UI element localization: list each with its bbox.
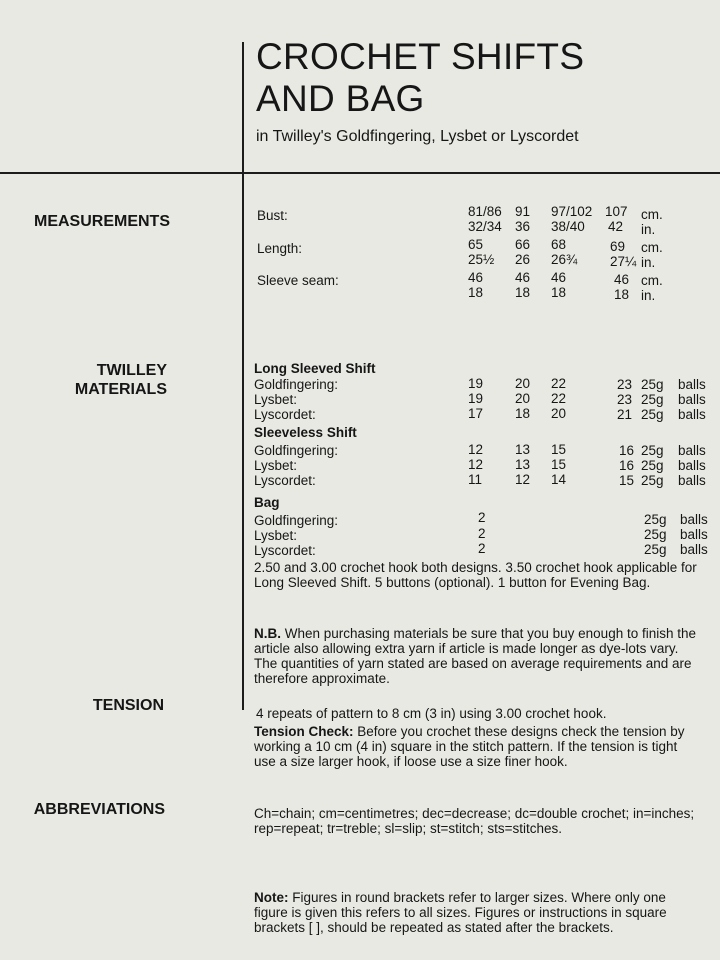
length-cm-1: 65 — [468, 237, 484, 252]
sl-lyscordet-unit: 25g — [641, 473, 664, 488]
sl-lysbet-unit: 25g — [641, 458, 664, 473]
bust-in-2: 36 — [515, 219, 531, 234]
bust-in-1: 32/34 — [468, 219, 502, 234]
length-in-2: 26 — [515, 252, 531, 267]
tension-check-paragraph — [254, 724, 700, 769]
bag-goldfingering-balls: balls — [680, 512, 708, 527]
sl-goldfingering-3: 15 — [551, 442, 567, 457]
sleeve-cm-1: 46 — [468, 270, 484, 285]
sl-lysbet-balls: balls — [678, 458, 706, 473]
ls-lysbet-2: 20 — [515, 391, 531, 406]
length-in-4: 27¼ — [610, 254, 637, 269]
sleeve-in-2: 18 — [515, 285, 531, 300]
section-measurements: MEASUREMENTS — [33, 213, 170, 230]
bag-title: Bag — [254, 495, 280, 510]
ls-goldfingering-balls: balls — [678, 377, 706, 392]
ls-lysbet-4: 23 — [617, 392, 633, 407]
ls-goldfingering-1: 19 — [468, 376, 484, 391]
sl-lysbet-2: 13 — [515, 457, 531, 472]
sleeve-in-4: 18 — [614, 287, 630, 302]
sleeve-in-1: 18 — [468, 285, 484, 300]
note-paragraph — [254, 890, 702, 935]
sleeve-cm-2: 46 — [515, 270, 531, 285]
sl-lysbet-4: 16 — [619, 458, 635, 473]
bag-lysbet-value: 2 — [478, 526, 486, 541]
length-in-1: 25½ — [468, 252, 495, 267]
bag-lyscordet-value: 2 — [478, 541, 486, 556]
length-cm-3: 68 — [551, 237, 567, 252]
bag-lysbet-label: Lysbet: — [254, 528, 298, 543]
ls-lyscordet-3: 20 — [551, 406, 567, 421]
bag-goldfingering-unit: 25g — [644, 512, 667, 527]
length-cm-4: 69 — [610, 239, 626, 254]
note-text: Figures in round brackets refer to larger sizes. Where only one figure is given this refers to all sizes. Figures or instructions in square brackets [ ], should be repeated as stated after the brackets. — [254, 890, 667, 935]
bust-cm-4: 107 — [605, 204, 628, 219]
bag-goldfingering-value: 2 — [478, 510, 486, 525]
ls-lyscordet-1: 17 — [468, 406, 484, 421]
hooks-paragraph: 2.50 and 3.00 crochet hook both designs. 3.50 crochet hook applicable for Long Sleeved Shift. 5 buttons (optional). 1 button for Evening Bag. — [254, 560, 697, 590]
ls-lysbet-3: 22 — [551, 391, 567, 406]
nb-label: N.B. — [254, 626, 281, 641]
nb-text: When purchasing materials be sure that you buy enough to finish the article also allowing extra yarn if article is made longer as dye-lots vary. The quantities of yarn stated are based on average requirements and are therefore approximate. — [254, 626, 696, 686]
ls-lyscordet-balls: balls — [678, 407, 706, 422]
note-label: Note: — [254, 890, 289, 905]
subtitle: in Twilley's Goldfingering, Lysbet or Lyscordet — [256, 128, 579, 145]
tension-check-label: Tension Check: — [254, 724, 354, 739]
nb-paragraph — [254, 626, 702, 686]
section-materials-line-2: MATERIALS — [74, 381, 167, 398]
sl-goldfingering-label: Goldfingering: — [254, 443, 339, 458]
bust-cm-unit: cm. — [641, 207, 663, 222]
ls-goldfingering-2: 20 — [515, 376, 531, 391]
ls-lyscordet-2: 18 — [515, 406, 531, 421]
ls-lysbet-1: 19 — [468, 391, 484, 406]
bag-lyscordet-unit: 25g — [644, 542, 667, 557]
sl-lysbet-3: 15 — [551, 457, 567, 472]
ls-goldfingering-3: 22 — [551, 376, 567, 391]
bag-lysbet-balls: balls — [680, 527, 708, 542]
sl-goldfingering-1: 12 — [468, 442, 484, 457]
bag-lysbet-unit: 25g — [644, 527, 667, 542]
section-materials — [10, 361, 167, 399]
sl-lyscordet-3: 14 — [551, 472, 567, 487]
vertical-rule — [242, 42, 244, 710]
sl-lyscordet-2: 12 — [515, 472, 531, 487]
length-in-3: 26¾ — [551, 252, 578, 267]
page-title — [256, 36, 584, 120]
sleeve-in-3: 18 — [551, 285, 567, 300]
sl-lyscordet-label: Lyscordet: — [254, 473, 316, 488]
length-in-unit: in. — [641, 255, 656, 270]
ls-lyscordet-4: 21 — [617, 407, 633, 422]
title-line-1: CROCHET SHIFTS — [256, 36, 585, 77]
length-cm-unit: cm. — [641, 240, 663, 255]
ls-lysbet-balls: balls — [678, 392, 706, 407]
sleeve-label: Sleeve seam: — [257, 273, 339, 288]
ls-lysbet-unit: 25g — [641, 392, 664, 407]
sleeve-cm-4: 46 — [614, 272, 630, 287]
sl-goldfingering-balls: balls — [678, 443, 706, 458]
sleeve-cm-unit: cm. — [641, 273, 663, 288]
bag-lyscordet-label: Lyscordet: — [254, 543, 316, 558]
tension-text: 4 repeats of pattern to 8 cm (3 in) using 3.00 crochet hook. — [256, 706, 607, 721]
ls-goldfingering-4: 23 — [617, 377, 633, 392]
abbreviations-paragraph: Ch=chain; cm=centimetres; dec=decrease; dc=double crochet; in=inches; rep=repeat; tr=treble; sl=slip; st=stitch; sts=stitches. — [254, 806, 695, 836]
sleeveless-title: Sleeveless Shift — [254, 425, 357, 440]
sl-lyscordet-balls: balls — [678, 473, 706, 488]
title-line-2: AND BAG — [256, 78, 425, 119]
bag-goldfingering-label: Goldfingering: — [254, 513, 339, 528]
bag-lyscordet-balls: balls — [680, 542, 708, 557]
bust-cm-1: 81/86 — [468, 204, 502, 219]
length-cm-2: 66 — [515, 237, 531, 252]
section-tension: TENSION — [92, 697, 164, 714]
section-abbreviations: ABBREVIATIONS — [33, 801, 165, 818]
bust-in-unit: in. — [641, 222, 656, 237]
sl-goldfingering-4: 16 — [619, 443, 635, 458]
bust-in-4: 42 — [608, 219, 624, 234]
sleeve-in-unit: in. — [641, 288, 656, 303]
ls-goldfingering-unit: 25g — [641, 377, 664, 392]
ls-lysbet-label: Lysbet: — [254, 392, 298, 407]
length-label: Length: — [257, 241, 303, 256]
section-materials-line-1: TWILLEY — [96, 362, 167, 379]
sl-lyscordet-1: 11 — [468, 472, 483, 487]
bust-cm-2: 91 — [515, 204, 531, 219]
sl-goldfingering-2: 13 — [515, 442, 531, 457]
ls-goldfingering-label: Goldfingering: — [254, 377, 339, 392]
sl-goldfingering-unit: 25g — [641, 443, 664, 458]
ls-lyscordet-label: Lyscordet: — [254, 407, 316, 422]
sl-lyscordet-4: 15 — [619, 473, 635, 488]
tension-check-text: Before you crochet these designs check the tension by working a 10 cm (4 in) square in the stitch pattern. If the tension is tight use a size larger hook, if loose use a size finer hook. — [254, 724, 685, 769]
sl-lysbet-1: 12 — [468, 457, 484, 472]
long-sleeved-title: Long Sleeved Shift — [254, 361, 376, 376]
horizontal-rule — [0, 172, 720, 174]
sleeve-cm-3: 46 — [551, 270, 567, 285]
bust-in-3: 38/40 — [551, 219, 585, 234]
sl-lysbet-label: Lysbet: — [254, 458, 298, 473]
bust-label: Bust: — [257, 208, 288, 223]
bust-cm-3: 97/102 — [551, 204, 593, 219]
ls-lyscordet-unit: 25g — [641, 407, 664, 422]
